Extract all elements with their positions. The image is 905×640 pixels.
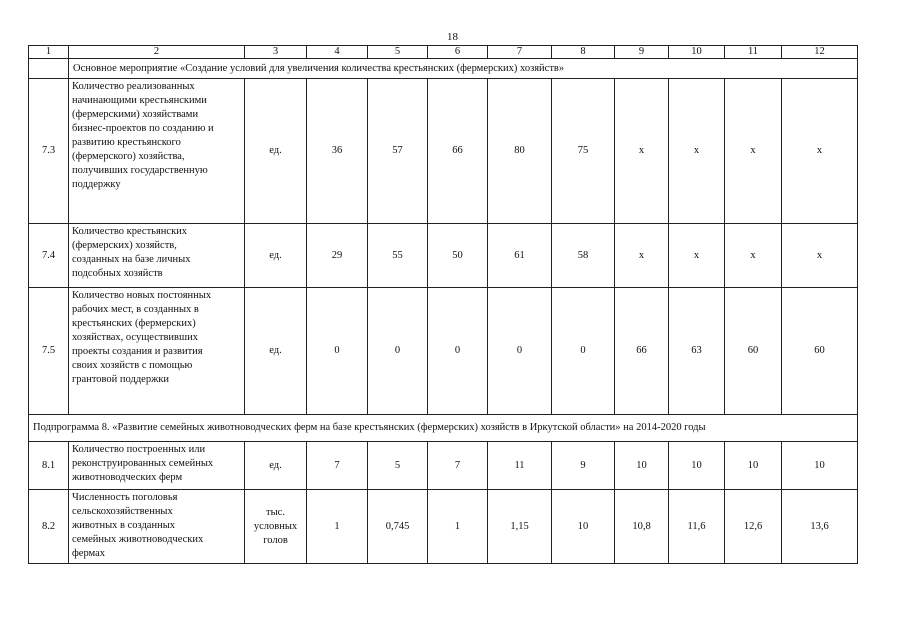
indicator-name-line: проекты создания и развития: [72, 346, 203, 357]
indicator-name-line: поддержку: [72, 179, 121, 190]
section-row: [29, 415, 858, 442]
unit-line: тыс.: [266, 506, 285, 518]
indicator-name-line: Количество новых постоянных: [72, 290, 212, 301]
value-cell: 12,6: [725, 490, 782, 564]
unit-line: голов: [263, 534, 288, 546]
value-cell: 11: [488, 442, 552, 490]
value-cell: 1,15: [488, 490, 552, 564]
value-cell: 63: [669, 288, 725, 415]
indicator-name-line: Количество крестьянских: [72, 226, 188, 237]
row-number: 8.1: [29, 442, 69, 490]
value-cell: 0: [488, 288, 552, 415]
value-cell: х: [782, 224, 858, 288]
table-row: [29, 224, 858, 288]
value-cell: 10: [669, 442, 725, 490]
value-cell: х: [669, 224, 725, 288]
value-cell: 5: [368, 442, 428, 490]
indicators-table: [28, 45, 858, 564]
value-cell: 36: [307, 79, 368, 224]
indicator-name-line: рабочих мест, в созданных в: [72, 304, 199, 315]
value-cell: 66: [615, 288, 669, 415]
value-cell: 0: [368, 288, 428, 415]
indicator-name-line: (фермерскими) хозяйствами: [72, 109, 199, 120]
unit-cell: ед.: [245, 288, 307, 415]
table-row: [29, 288, 858, 415]
value-cell: 10: [615, 442, 669, 490]
unit-cell: [245, 442, 307, 490]
section-title: Подпрограмма 8. «Развитие семейных животноводческих ферм на базе крестьянских (фермерских) хозяйств в Иркутской области» на 2014-2020 годы: [29, 415, 858, 442]
value-cell: 1: [428, 490, 488, 564]
value-cell: 58: [552, 224, 615, 288]
indicator-name-line: фермах: [72, 548, 106, 559]
value-cell: 0,745: [368, 490, 428, 564]
indicator-name-line: подсобных хозяйств: [72, 268, 163, 279]
value-cell: 0: [428, 288, 488, 415]
table-body: [29, 46, 858, 564]
indicator-name: [69, 490, 245, 564]
page-number: 18: [447, 31, 458, 43]
header-cell: 2: [69, 46, 245, 59]
table-row: [29, 442, 858, 490]
header-cell: 5: [368, 46, 428, 59]
row-number: 7.4: [29, 224, 69, 288]
indicator-name-line: созданных на базе личных: [72, 254, 191, 265]
value-cell: х: [615, 79, 669, 224]
value-cell: 10: [552, 490, 615, 564]
value-cell: х: [782, 79, 858, 224]
value-cell: 10: [782, 442, 858, 490]
row-number: 8.2: [29, 490, 69, 564]
header-cell: 12: [782, 46, 858, 59]
indicator-name-line: хозяйствах, осуществивших: [72, 332, 198, 343]
value-cell: 9: [552, 442, 615, 490]
unit-line: условных: [253, 520, 298, 532]
header-cell: 10: [669, 46, 725, 59]
value-cell: 11,6: [669, 490, 725, 564]
value-cell: 29: [307, 224, 368, 288]
header-cell: 3: [245, 46, 307, 59]
value-cell: 10,8: [615, 490, 669, 564]
indicator-name-line: своих хозяйств с помощью: [72, 360, 193, 371]
indicator-name-line: реконструированных семейных: [72, 458, 214, 469]
value-cell: 50: [428, 224, 488, 288]
value-cell: 0: [307, 288, 368, 415]
value-cell: 7: [428, 442, 488, 490]
header-cell: 6: [428, 46, 488, 59]
indicator-name: [69, 442, 245, 490]
section-title: Основное мероприятие «Создание условий для увеличения количества крестьянских (фермерских) хозяйств»: [69, 59, 858, 79]
indicator-name-line: животноводческих ферм: [72, 472, 183, 483]
indicator-name-line: грантовой поддержки: [72, 374, 170, 385]
indicator-name-line: (фермерского) хозяйства,: [72, 151, 185, 162]
indicator-name-line: начинающими крестьянскими: [72, 95, 207, 106]
indicator-name: [69, 79, 245, 224]
unit-cell: ед.: [245, 224, 307, 288]
value-cell: 60: [782, 288, 858, 415]
value-cell: х: [669, 79, 725, 224]
value-cell: 13,6: [782, 490, 858, 564]
section-blank-cell: [29, 59, 69, 79]
unit-cell: [245, 490, 307, 564]
indicator-name-line: Численность поголовья: [72, 492, 178, 503]
header-cell: 7: [488, 46, 552, 59]
table-row: [29, 79, 858, 224]
value-cell: 7: [307, 442, 368, 490]
indicator-name-line: крестьянских (фермерских): [72, 318, 196, 329]
header-row: [29, 46, 858, 59]
value-cell: х: [615, 224, 669, 288]
value-cell: 55: [368, 224, 428, 288]
value-cell: 0: [552, 288, 615, 415]
header-cell: 8: [552, 46, 615, 59]
header-cell: 4: [307, 46, 368, 59]
value-cell: х: [725, 79, 782, 224]
section-row: [29, 59, 858, 79]
row-number: 7.3: [29, 79, 69, 224]
indicator-name-line: Количество построенных или: [72, 444, 206, 455]
indicator-name-line: (фермерских) хозяйств,: [72, 240, 177, 251]
value-cell: 60: [725, 288, 782, 415]
value-cell: 61: [488, 224, 552, 288]
indicator-name: [69, 224, 245, 288]
unit-cell: ед.: [245, 79, 307, 224]
value-cell: 80: [488, 79, 552, 224]
value-cell: 1: [307, 490, 368, 564]
value-cell: 75: [552, 79, 615, 224]
indicator-name-line: бизнес-проектов по созданию и: [72, 123, 214, 134]
indicator-name-line: семейных животноводческих: [72, 534, 204, 545]
indicator-name-line: получивших государственную: [72, 165, 208, 176]
indicator-name-line: развитию крестьянского: [72, 137, 181, 148]
header-cell: 1: [29, 46, 69, 59]
row-number: 7.5: [29, 288, 69, 415]
value-cell: 57: [368, 79, 428, 224]
value-cell: 10: [725, 442, 782, 490]
indicator-name-line: сельскохозяйственных: [72, 506, 173, 517]
indicator-name-line: животных в созданных: [72, 520, 176, 531]
unit-line: ед.: [269, 459, 282, 471]
indicator-name: [69, 288, 245, 415]
header-cell: 11: [725, 46, 782, 59]
table-row: [29, 490, 858, 564]
value-cell: 66: [428, 79, 488, 224]
value-cell: х: [725, 224, 782, 288]
header-cell: 9: [615, 46, 669, 59]
indicator-name-line: Количество реализованных: [72, 81, 195, 92]
